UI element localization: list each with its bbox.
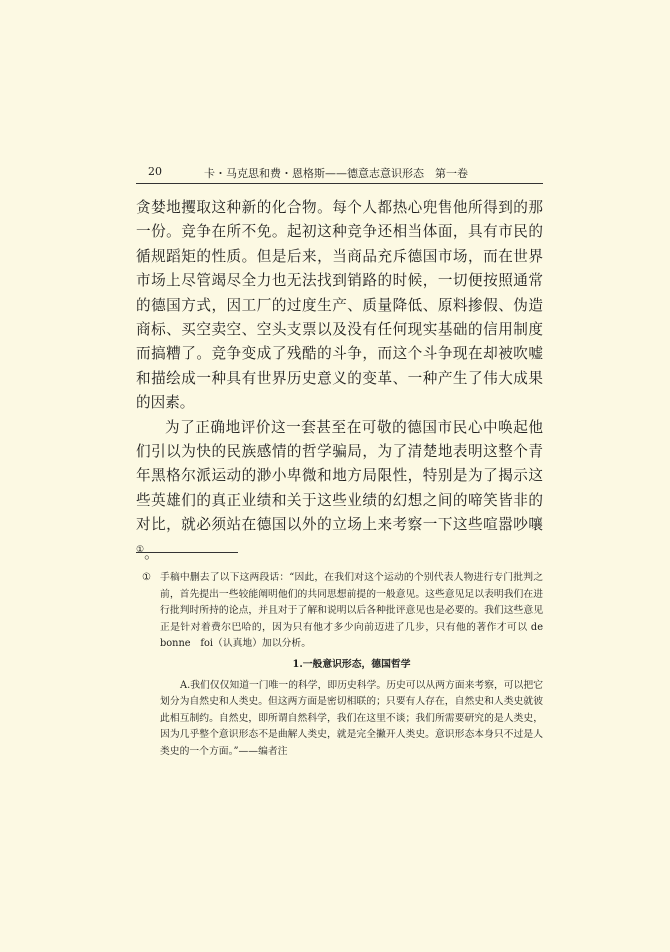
running-title: 卡・马克思和费・恩格斯——德意志意识形态 第一卷 bbox=[204, 167, 468, 180]
body-text bbox=[136, 196, 543, 566]
paragraph-1: 贪婪地攫取这种新的化合物。每个人都热心兜售他所得到的那一份。竞争在所不免。起初这种竞争还相当体面，具有市民的循规蹈矩的性质。但是后来，当商品充斥德国市场，而在世界市场上尽管竭尽全力也无法找到销路的时候，一切便按照通常的德国方式，因工厂的过度生产、质量降低、原料掺假、伪造商标、买空卖空、空头支票以及没有任何现实基础的信用制度而搞糟了。竞争变成了残酷的斗争，而这个斗争现在却被吹嘘和描绘成一种具有世界历史意义的变革、一种产生了伟大成果的因素。 bbox=[136, 199, 543, 412]
page-header bbox=[136, 163, 543, 184]
footnote-divider bbox=[136, 552, 238, 553]
paragraph-2-text: 为了正确地评价这一套甚至在可敬的德国市民心中唤起他们引以为快的民族感情的哲学骗局，为了清楚地表明这整个青年黑格尔派运动的渺小卑微和地方局限性，特别是为了揭示这些英雄们的真正业绩和关于这些业绩的幻想之间的啼笑皆非的对比，就必须站在德国以外的立场上来考察一下这些喧嚣吵嚷 bbox=[136, 418, 543, 534]
footnote bbox=[142, 570, 553, 761]
page-number: 20 bbox=[148, 165, 162, 178]
footnote-text-1: 手稿中删去了以下这两段话：“因此，在我们对这个运动的个别代表人物进行专门批判之前，首先提出一些较能阐明他们的共同思想前提的一般意见。这些意见足以表明我们在进行批判时所持的论点，并且对于了解和说明以后各种批评意见也是必要的。我们这些意见正是针对着费尔巴哈的，因为只有他才多少向前迈进了几步，只有他的著作才可以 de bonne foi（认真地）加以分析。 bbox=[160, 572, 553, 650]
footnote-heading: 1.一般意识形态，德国哲学 bbox=[292, 658, 411, 670]
footnote-text-2: A.我们仅仅知道一门唯一的科学，即历史科学。历史可以从两方面来考察，可以把它划分为自然史和人类史。但这两方面是密切相联的；只要有人存在，自然史和人类史就彼此相互制约。自然史，即所谓自然科学，我们在这里不谈；我们所需要研究的是人类史，因为几乎整个意识形态不是曲解人类史，就是完全撇开人类史。意识形态本身只不过是人类史的一个方面。”——编者注 bbox=[160, 679, 543, 757]
footnote-mark: ① bbox=[142, 572, 151, 583]
paragraph-2-end: 。 bbox=[144, 544, 159, 562]
paragraph-2 bbox=[136, 416, 543, 566]
footnote-reference[interactable]: ① bbox=[136, 544, 145, 555]
